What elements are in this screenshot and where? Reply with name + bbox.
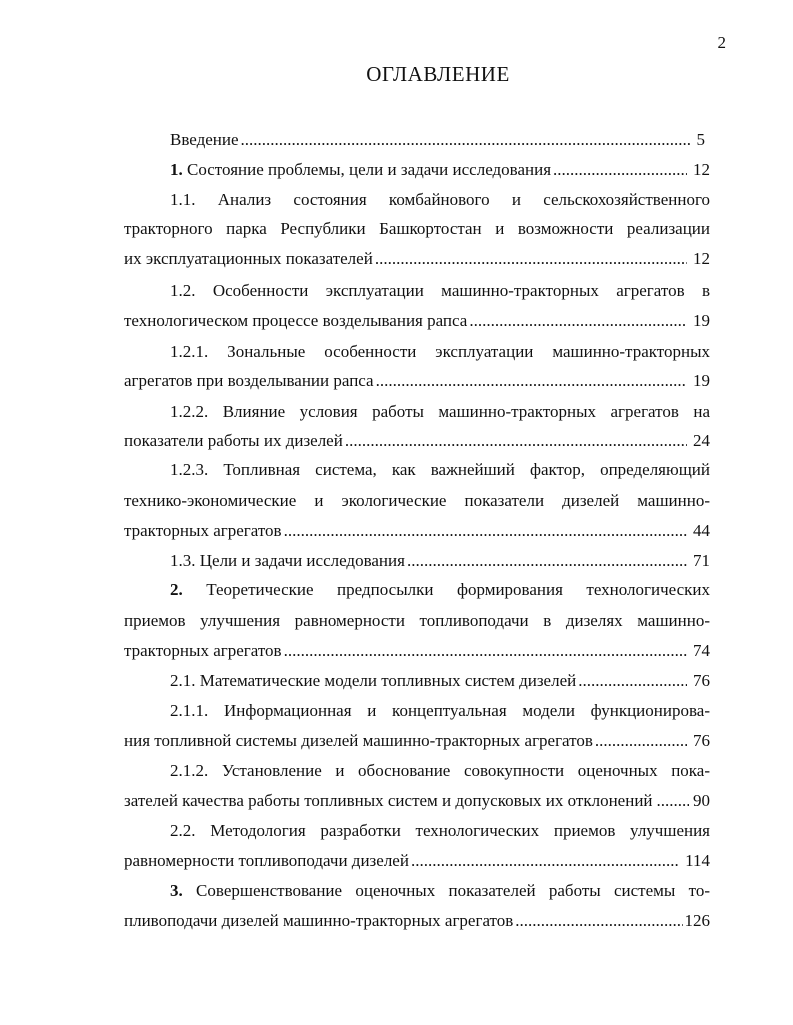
toc-entry-chapter-1 bbox=[170, 160, 710, 180]
dot-leader bbox=[411, 851, 679, 871]
toc-page-number: 12 bbox=[693, 249, 710, 268]
dot-leader bbox=[595, 731, 687, 751]
toc-entry-2-1-1-line2 bbox=[124, 731, 710, 751]
toc-entry-1-1-line1: 1.1. Анализ состояния комбайнового и сельскохозяйственного bbox=[170, 190, 710, 209]
toc-entry-text: Совершенствование оценочных показателей работы системы то- bbox=[196, 881, 710, 900]
toc-entry-chapter-2-line1 bbox=[170, 580, 710, 600]
toc-entry-1-1-line2: тракторного парка Республики Башкортостан и возможности реализации bbox=[124, 219, 710, 238]
dot-leader bbox=[284, 641, 687, 661]
toc-entry-text: их эксплуатационных показателей bbox=[124, 249, 373, 268]
dot-leader bbox=[578, 671, 687, 691]
toc-entry-text: показатели работы их дизелей bbox=[124, 431, 343, 450]
toc-entry-chapter-3-line2 bbox=[124, 911, 710, 931]
toc-page-number: 74 bbox=[693, 641, 710, 660]
dot-leader bbox=[469, 311, 687, 331]
toc-entry-text: пливоподачи дизелей машинно-тракторных агрегатов bbox=[124, 911, 514, 930]
toc-entry-text: Введение bbox=[170, 130, 239, 149]
toc-entry-2-1 bbox=[170, 671, 710, 691]
toc-page-number: 5 bbox=[696, 130, 705, 149]
toc-entry-text: Теоретические предпосылки формирования технологических bbox=[206, 580, 711, 599]
chapter-number: 2. bbox=[170, 580, 183, 599]
page-number: 2 bbox=[717, 33, 726, 52]
toc-entry-text: 2.1. Математические модели топливных систем дизелей bbox=[170, 671, 577, 690]
toc-entry-1-2-2-line2 bbox=[124, 431, 710, 451]
dot-leader bbox=[553, 160, 687, 180]
dot-leader bbox=[375, 249, 687, 269]
toc-page-number: 71 bbox=[693, 551, 710, 570]
toc-entry-text: Состояние проблемы, цели и задачи исследования bbox=[187, 160, 552, 179]
chapter-number: 3. bbox=[170, 881, 183, 900]
toc-page-number: 90 bbox=[693, 791, 710, 810]
toc-entry-2-2-line1: 2.2. Методология разработки технологических приемов улучшения bbox=[170, 821, 710, 840]
toc-entry-2-1-2-line2 bbox=[124, 791, 710, 811]
toc-entry-text: технологическом процессе возделывания рапса bbox=[124, 311, 468, 330]
dot-leader bbox=[345, 431, 687, 451]
toc-entry-text: тракторных агрегатов bbox=[124, 641, 282, 660]
toc-page-number: 114 bbox=[685, 851, 710, 870]
toc-entry-1-3 bbox=[170, 551, 710, 571]
toc-entry-1-2-2-line1: 1.2.2. Влияние условия работы машинно-тракторных агрегатов на bbox=[170, 402, 710, 421]
toc-entry-2-1-2-line1: 2.1.2. Установление и обоснование совокупности оценочных пока- bbox=[170, 761, 710, 780]
toc-entry-2-1-1-line1: 2.1.1. Информационная и концептуальная модели функционирова- bbox=[170, 701, 710, 720]
toc-entry-1-2-1-line1: 1.2.1. Зональные особенности эксплуатации машинно-тракторных bbox=[170, 342, 710, 361]
toc-page-number: 24 bbox=[693, 431, 710, 450]
toc-entry-chapter-3-line1 bbox=[170, 881, 710, 901]
toc-entry-text: зателей качества работы топливных систем и допусковых их отклонений bbox=[124, 791, 653, 810]
dot-leader bbox=[241, 130, 691, 150]
toc-entry-2-2-line2 bbox=[124, 851, 710, 871]
toc-page-number: 76 bbox=[693, 731, 710, 750]
toc-entry-1-2-line1: 1.2. Особенности эксплуатации машинно-тракторных агрегатов в bbox=[170, 281, 710, 300]
toc-entry-text: тракторных агрегатов bbox=[124, 521, 282, 540]
dot-leader bbox=[376, 371, 687, 391]
chapter-number: 1. bbox=[170, 160, 183, 179]
toc-entry-text: 1.3. Цели и задачи исследования bbox=[170, 551, 405, 570]
dot-leader bbox=[657, 791, 689, 811]
toc-page-number: 126 bbox=[684, 911, 710, 930]
dot-leader bbox=[407, 551, 687, 571]
toc-page-number: 76 bbox=[693, 671, 710, 690]
toc-title: ОГЛАВЛЕНИЕ bbox=[366, 62, 510, 86]
toc-entry-1-2-line2 bbox=[124, 311, 710, 331]
toc-page-number: 19 bbox=[693, 311, 710, 330]
toc-entry-1-2-3-line1: 1.2.3. Топливная система, как важнейший фактор, определяющий bbox=[170, 460, 710, 479]
toc-page-number: 19 bbox=[693, 371, 710, 390]
toc-page-number: 44 bbox=[693, 521, 710, 540]
toc-page-number: 12 bbox=[693, 160, 710, 179]
toc-entry-text: ния топливной системы дизелей машинно-тракторных агрегатов bbox=[124, 731, 593, 750]
dot-leader bbox=[515, 911, 682, 931]
toc-entry-1-1-line3 bbox=[124, 249, 710, 269]
toc-entry-text: агрегатов при возделывании рапса bbox=[124, 371, 374, 390]
toc-entry-chapter-2-line2: приемов улучшения равномерности топливоподачи в дизелях машинно- bbox=[124, 611, 710, 630]
toc-entry-1-2-3-line3 bbox=[124, 521, 710, 541]
toc-entry-text: равномерности топливоподачи дизелей bbox=[124, 851, 409, 870]
toc-entry-1-2-3-line2: технико-экономические и экологические показатели дизелей машинно- bbox=[124, 491, 710, 510]
toc-entry-intro bbox=[170, 130, 705, 150]
toc-entry-1-2-1-line2 bbox=[124, 371, 710, 391]
toc-entry-chapter-2-line3 bbox=[124, 641, 710, 661]
dot-leader bbox=[284, 521, 687, 541]
